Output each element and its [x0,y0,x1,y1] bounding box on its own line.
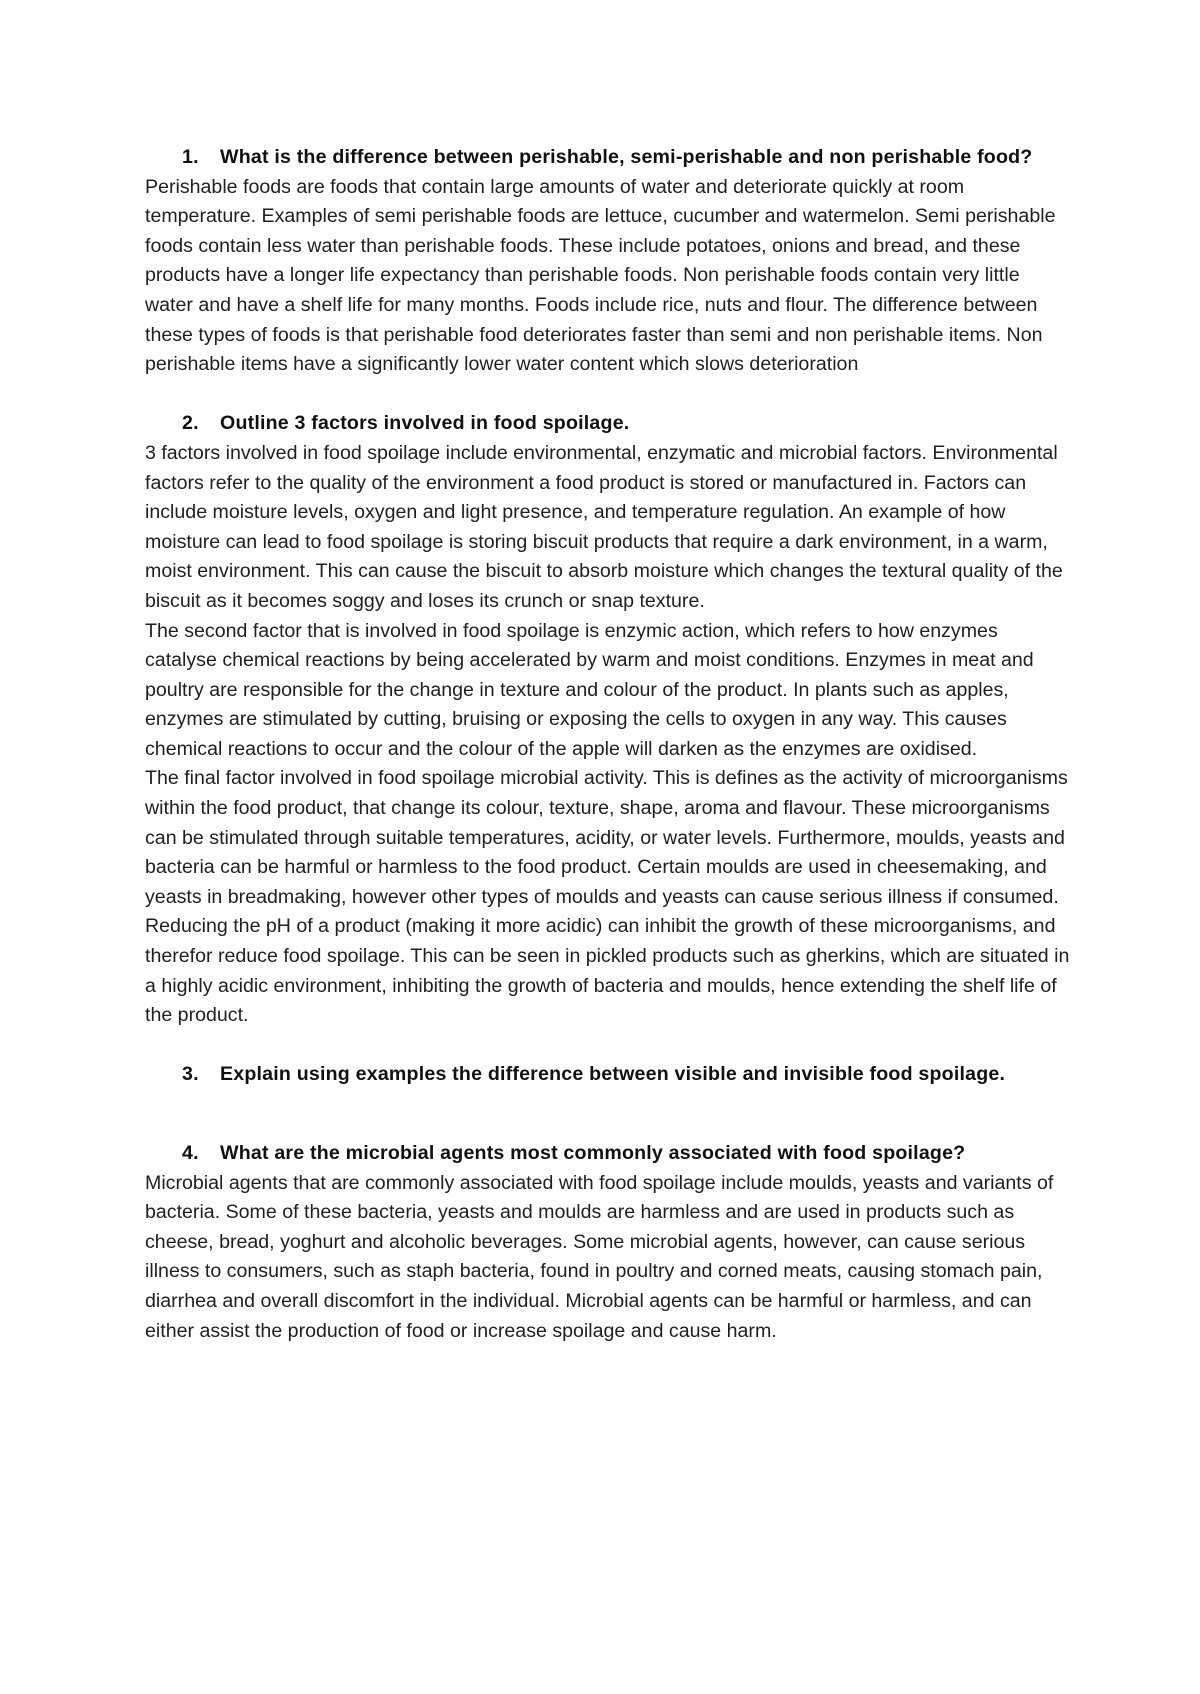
spacer [145,380,1070,410]
question-number: 3. [182,1063,199,1086]
answer-paragraph: The final factor involved in food spoilage microbial activity. This is defines as the activity of microorganisms within the food product, that change its colour, texture, shape, aroma and flavour. These microorganisms can be stimulated through suitable temperatures, acidity, or water levels. Furthermore, moulds, yeasts and bacteria can be harmful or harmless to the food product. Certain moulds are used in cheesemaking, and yeasts in breadmaking, however other types of moulds and yeasts can cause serious illness if consumed. Reducing the pH of a product (making it more acidic) can inhibit the growth of these microorganisms, and therefor reduce food spoilage. This can be seen in pickled products such as gherkins, which are situated in a highly acidic environment, inhibiting the growth of bacteria and moulds, hence extending the shelf life of the product. [145,767,1070,1027]
question-3-heading [145,1060,1070,1090]
question-title: Explain using examples the difference between visible and invisible food spoilage. [220,1063,1006,1086]
answer-paragraph: The second factor that is involved in food spoilage is enzymic action, which refers to how enzymes catalyse chemical reactions by being accelerated by warm and moist conditions. Enzymes in meat and poultry are responsible for the change in texture and colour of the product. In plants such as apples, enzymes are stimulated by cutting, bruising or exposing the cells to oxygen in any way. This causes chemical reactions to occur and the colour of the apple will darken as the enzymes are oxidised. [145,619,1034,760]
document-body [145,143,1070,1346]
question-title: Outline 3 factors involved in food spoilage. [220,412,630,435]
question-2-heading [145,409,1070,439]
question-number: 2. [182,412,199,435]
question-number: 1. [182,146,199,168]
answer-paragraph: Perishable foods are foods that contain large amounts of water and deteriorate quickly at room temperature. Examples of semi perishable foods are lettuce, cucumber and watermelon. Semi perishable foods contain less water than perishable foods. These include potatoes, onions and bread, and these products have a longer life expectancy than perishable foods. Non perishable foods contain very little water and have a shelf life for many months. Foods include rice, nuts and flour. The difference between these types of foods is that perishable food deteriorates faster than semi and non perishable items. Non perishable items have a significantly lower water content which slows deterioration [145,175,1056,376]
question-4-heading [145,1139,1070,1169]
spacer [145,1090,1070,1139]
question-title: What is the difference between perishable, semi-perishable and non perishable food? [220,146,1033,168]
answer-paragraph: Microbial agents that are commonly associated with food spoilage include moulds, yeasts and variants of bacteria. Some of these bacteria, yeasts and moulds are harmless and are used in products such as cheese, bread, yoghurt and alcoholic beverages. Some microbial agents, however, can cause serious illness to consumers, such as staph bacteria, found in poultry and corned meats, causing stomach pain, diarrhea and overall discomfort in the individual. Microbial agents can be harmful or harmless, and can either assist the production of food or increase spoilage and cause harm. [145,1171,1054,1342]
question-number: 4. [182,1142,199,1164]
spacer [145,1031,1070,1061]
question-title: What are the microbial agents most commonly associated with food spoilage? [220,1142,966,1164]
answer-paragraph: 3 factors involved in food spoilage include environmental, enzymatic and microbial factors. Environmental factors refer to the quality of the environment a food product is stored or manufactured in. Factors can include moisture levels, oxygen and light presence, and temperature regulation. An example of how moisture can lead to food spoilage is storing biscuit products that require a dark environment, in a warm, moist environment. This can cause the biscuit to absorb moisture which changes the textural quality of the biscuit as it becomes soggy and loses its crunch or snap texture. [145,441,1063,612]
question-1-heading [145,143,1070,173]
